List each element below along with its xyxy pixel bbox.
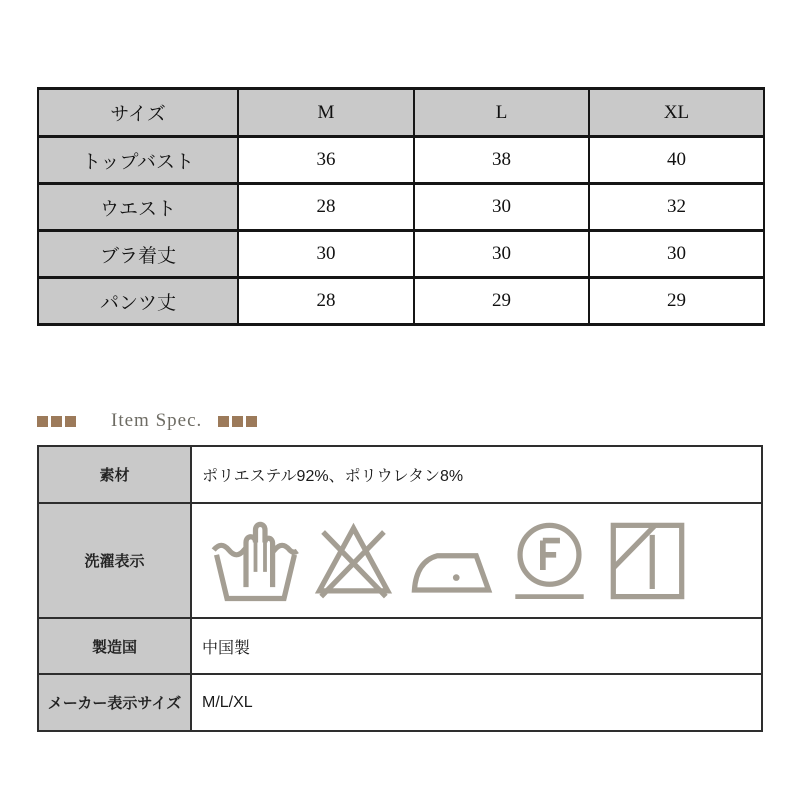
row-label: ブラ着丈 bbox=[38, 231, 238, 278]
do-not-bleach-icon bbox=[306, 513, 401, 608]
size-table-header-l: L bbox=[414, 89, 589, 137]
cell-value: 38 bbox=[414, 137, 589, 184]
table-row-material bbox=[38, 446, 762, 503]
cell-value: 30 bbox=[589, 231, 764, 278]
row-label: トップバスト bbox=[38, 137, 238, 184]
table-row-bra-length bbox=[38, 231, 764, 278]
decor-squares-left-icon bbox=[37, 416, 79, 427]
item-spec-title: Item Spec. bbox=[111, 410, 203, 431]
item-spec-table bbox=[37, 445, 763, 732]
cell-value: 28 bbox=[238, 278, 414, 325]
row-label: 素材 bbox=[38, 446, 191, 503]
cell-value: 40 bbox=[589, 137, 764, 184]
cell-value: 28 bbox=[238, 184, 414, 231]
cell-value: 29 bbox=[589, 278, 764, 325]
cell-value: 30 bbox=[414, 184, 589, 231]
size-table-header-row bbox=[38, 89, 764, 137]
table-row-top-bust bbox=[38, 137, 764, 184]
table-row-care-symbols bbox=[38, 503, 762, 618]
shade-hang-dry-icon bbox=[600, 513, 695, 608]
material-value: ポリエステル92%、ポリウレタン8% bbox=[191, 446, 762, 503]
row-label: 洗濯表示 bbox=[38, 503, 191, 618]
cell-value: 36 bbox=[238, 137, 414, 184]
row-label: パンツ丈 bbox=[38, 278, 238, 325]
row-label: 製造国 bbox=[38, 618, 191, 674]
table-row-country bbox=[38, 618, 762, 674]
row-label: ウエスト bbox=[38, 184, 238, 231]
care-symbols-cell bbox=[191, 503, 762, 618]
size-table-header-xl: XL bbox=[589, 89, 764, 137]
country-value: 中国製 bbox=[191, 618, 762, 674]
table-row-pants-length bbox=[38, 278, 764, 325]
cell-value: 29 bbox=[414, 278, 589, 325]
table-row-waist bbox=[38, 184, 764, 231]
maker-size-value: M/L/XL bbox=[191, 674, 762, 731]
hand-wash-icon bbox=[208, 513, 303, 608]
decor-squares-right-icon bbox=[218, 416, 260, 427]
row-label: メーカー表示サイズ bbox=[38, 674, 191, 731]
iron-one-dot-icon bbox=[404, 513, 499, 608]
care-icons-group bbox=[202, 513, 761, 608]
dry-clean-f-gentle-icon bbox=[502, 513, 597, 608]
cell-value: 30 bbox=[414, 231, 589, 278]
cell-value: 30 bbox=[238, 231, 414, 278]
size-table bbox=[37, 87, 765, 326]
table-row-maker-size bbox=[38, 674, 762, 731]
item-spec-heading bbox=[37, 409, 260, 433]
size-table-header-size: サイズ bbox=[38, 89, 238, 137]
cell-value: 32 bbox=[589, 184, 764, 231]
size-table-header-m: M bbox=[238, 89, 414, 137]
